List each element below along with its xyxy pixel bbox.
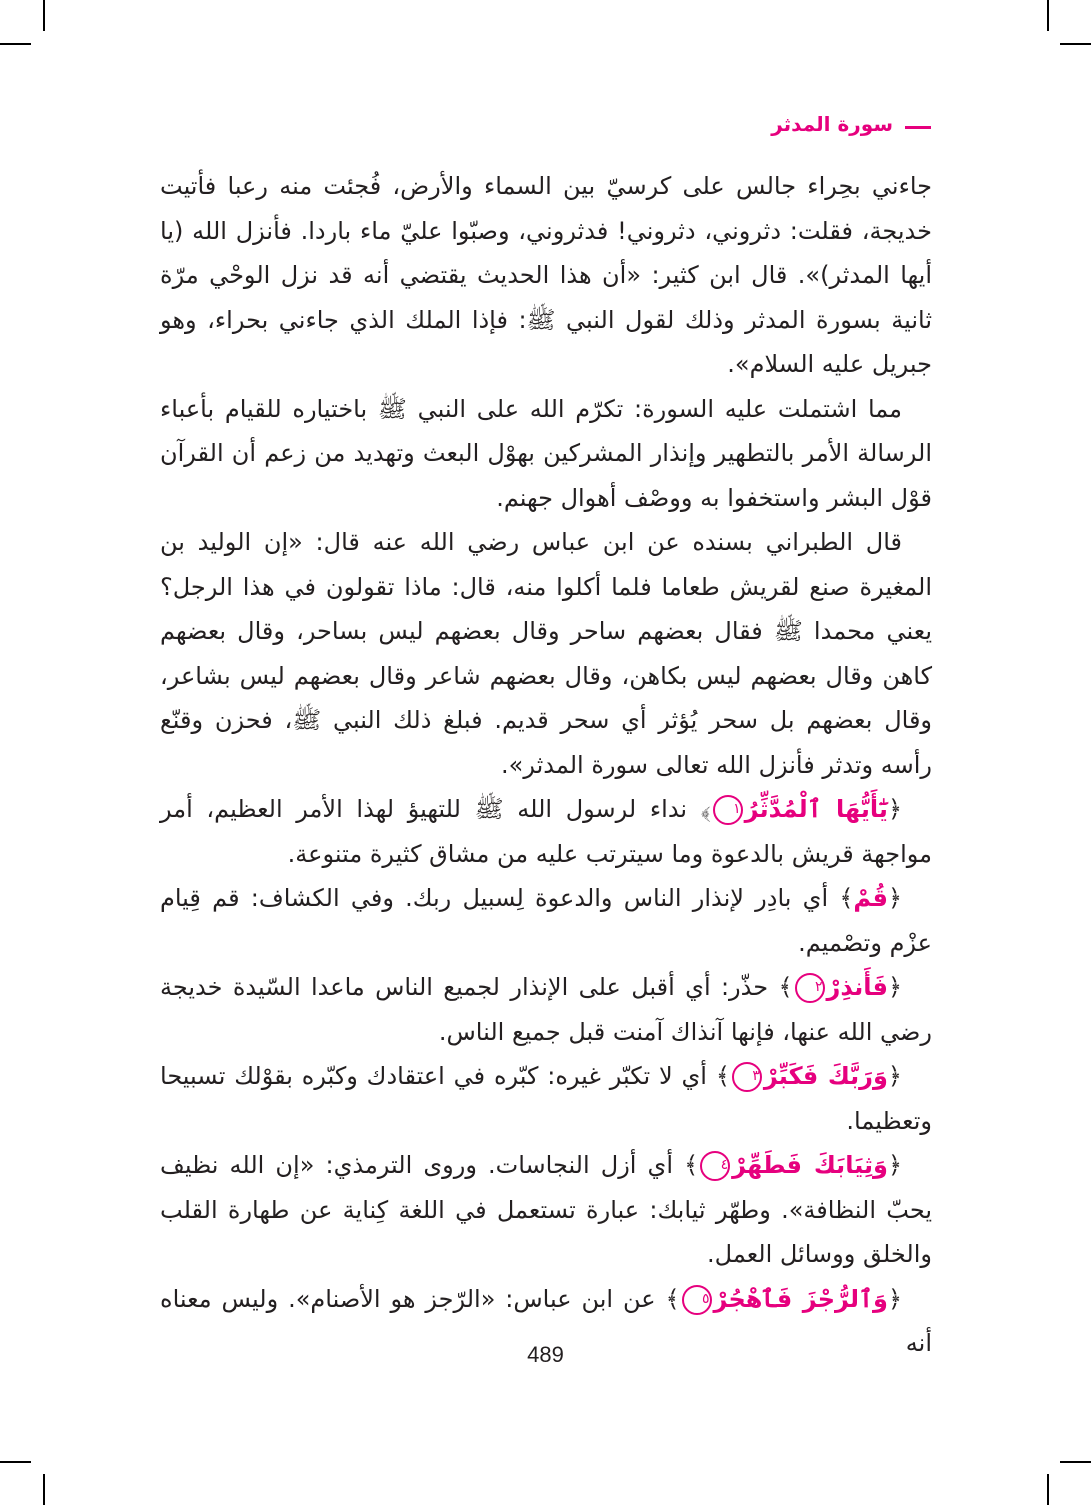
ornate-bracket-open: ﴿ — [887, 1151, 902, 1179]
ayah-commentary: أي لا تكبّر غيره: كبّره في اعتقادك وكبّره بقوْلك تسبيحا وتعظيما. — [160, 1062, 932, 1135]
paragraph: جاءني بحِراء جالس على كرسيّ بين السماء والأرض، فُجئت منه رعبا فأتيت خديجة، فقلت: دثروني، دثروني! فدثروني، وصبّوا عليّ ماء باردا. فأنزل الله (يا أيها المدثر)». قال ابن كثير: «أن هذا الحديث يقتضي أنه قد نزل الوحْي مرّة ثانية بسورة المدثر وذلك لقول النبي ﷺ: فإذا الملك الذي جاءني بحراء، وهو جبريل عليه السلام». — [160, 172, 932, 378]
crop-mark-bottom-right-v — [1047, 1474, 1049, 1505]
page-body — [160, 164, 932, 1366]
ayah-entry — [160, 1143, 932, 1277]
ayah-commentary: نداء لرسول الله ﷺ للتهيؤ لهذا الأمر العظيم، أمر مواجهة قريش بالدعوة وما سيترتب عليه من مشاق كثيرة متنوعة. — [160, 795, 932, 868]
ayah-entry — [160, 876, 932, 965]
header-rule — [905, 126, 931, 129]
running-header — [771, 112, 931, 136]
ornate-bracket-close: ﴾ — [665, 1284, 680, 1313]
ayah-text: وَثِيَابَكَ فَطَهِّرْ — [732, 1151, 888, 1179]
ornate-bracket-open: ﴿ — [887, 1062, 902, 1090]
ayah-commentary: عن ابن عباس: «الرّجز هو الأصنام». وليس معناه أنه — [160, 1284, 932, 1357]
surah-title: سورة المدثر — [771, 112, 893, 136]
paragraph: قال الطبراني بسنده عن ابن عباس رضي الله عنه قال: «إن الوليد بن المغيرة صنع لقريش طعاما فلما أكلوا منه، قال: ماذا تقولون في هذا الرجل؟ يعني محمدا ﷺ فقال بعضهم ساحر وقال بعضهم ليس بساحر، وقال بعضهم كاهن وقال بعضهم ليس بكاهن، وقال بعضهم شاعر وقال بعضهم ليس بشاعر، وقال بعضهم بل سحر يُؤثر أي سحر قديم. فبلغ ذلك النبي ﷺ، فحزن وقنّع رأسه وتدثر فأنزل الله تعالى سورة المدثر». — [160, 528, 932, 779]
ornate-bracket-open: ﴿ — [887, 1284, 902, 1313]
ayah-number-icon: ١ — [713, 795, 743, 825]
ornate-bracket-close: ﴾ — [715, 1062, 730, 1090]
crop-mark-top-left-h — [0, 43, 31, 45]
ayah-number-icon: ٤ — [700, 1151, 730, 1181]
ornate-bracket-open: ﴿ — [887, 973, 903, 1001]
ayah-text: وَرَبَّكَ فَكَبِّرْ — [763, 1062, 888, 1090]
ayah-commentary: حذّر: أي أقبل على الإنذار لجميع الناس ماعدا السّيدة خديجة رضي الله عنها، فإنها آنذاك آمنت قبل جميع الناس. — [160, 973, 932, 1046]
crop-mark-top-right-h — [1060, 43, 1091, 45]
ayah-text: وَٱلرُّجْزَ فَٱهْجُرْ — [713, 1284, 888, 1313]
ayah-number-icon: ٥ — [682, 1285, 712, 1315]
ayah-entry — [160, 787, 932, 876]
ayah-text: فَأَنذِرْ — [826, 973, 888, 1001]
crop-mark-bottom-left-v — [43, 1474, 45, 1505]
paragraph: مما اشتملت عليه السورة: تكرّم الله على النبي ﷺ باختياره للقيام بأعباء الرسالة الأمر بالتطهير وإنذار المشركين بهوْل البعث وتهديد من زعم أن القرآن قوْل البشر واستخفوا به ووصْف أهوال جهنم. — [160, 394, 932, 512]
ayah-number-icon: ٣ — [732, 1062, 762, 1092]
ayah-commentary: أي أزل النجاسات. وروى الترمذي: «إن الله نظيف يحبّ النظافة». وطهّر ثيابك: عبارة تستعمل في اللغة كِناية عن طهارة القلب والخلق ووسائل العمل. — [160, 1151, 932, 1268]
ayah-commentary: أي بادِر لإنذار الناس والدعوة لِسبيل ربك. وفي الكشاف: قم قِيام عزْم وتصْميم. — [160, 884, 932, 957]
ayah-entry — [160, 1054, 932, 1143]
ayah-text: يَٰٓأَيُّهَا ٱلْمُدَّثِّرُ — [744, 795, 888, 823]
ornate-bracket-close: ﴾ — [778, 973, 793, 1001]
crop-mark-bottom-left-h — [0, 1461, 31, 1463]
ayah-number-icon: ٢ — [795, 973, 825, 1003]
page-number: 489 — [527, 1342, 564, 1367]
ayah-entry — [160, 965, 932, 1054]
ornate-bracket-close: ﴾ — [684, 1151, 699, 1179]
ornate-bracket-open: ﴿ — [887, 884, 902, 912]
ayah-text: قُمْ — [853, 884, 888, 912]
ornate-bracket-close: ﴾ — [839, 884, 854, 912]
crop-mark-bottom-right-h — [1060, 1461, 1091, 1463]
crop-mark-top-right-v — [1047, 0, 1049, 31]
crop-mark-top-left-v — [43, 0, 45, 31]
ornate-bracket-close: ﴾ — [700, 795, 711, 823]
ornate-bracket-open: ﴿ — [887, 795, 902, 823]
